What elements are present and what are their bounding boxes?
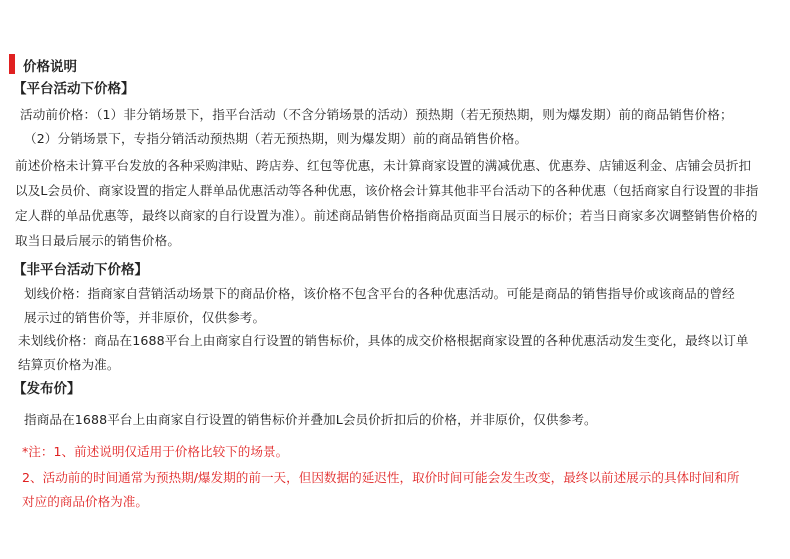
section-heading-publish-price: 【发布价】 — [13, 381, 81, 397]
pre-activity-price-line-2: （2）分销场景下，专指分销活动预热期（若无预热期，则为爆发期）前的商品销售价格。 — [24, 131, 528, 146]
page-title: 价格说明 — [23, 59, 77, 75]
platform-paragraph-line: 取当日最后展示的销售价格。 — [15, 233, 181, 248]
non-strikethrough-price-line-2: 结算页价格为准。 — [18, 357, 120, 372]
note-line: *注：1、前述说明仅适用于价格比较下的场景。 — [22, 444, 289, 459]
strikethrough-price-line-1: 划线价格：指商家自营销活动场景下的商品价格，该价格不包含平台的各种优惠活动。可能是商品的销售指导价或该商品的曾经 — [24, 286, 735, 301]
strikethrough-price-line-2: 展示过的销售价等，并非原价，仅供参考。 — [24, 310, 266, 325]
publish-price-line: 指商品在1688平台上由商家自行设置的销售标价并叠加L会员价折扣后的价格，并非原价，仅供参考。 — [24, 412, 597, 427]
note-line: 对应的商品价格为准。 — [22, 494, 148, 509]
section-heading-non-platform: 【非平台活动下价格】 — [13, 262, 148, 278]
platform-paragraph-line: 以及L会员价、商家设置的指定人群单品优惠活动等各种优惠，该价格会计算其他非平台活动下的各种优惠（包括商家自行设置的非指 — [15, 183, 759, 198]
note-line: 2、活动前的时间通常为预热期/爆发期的前一天，但因数据的延迟性，取价时间可能会发生改变，最终以前述展示的具体时间和所 — [22, 470, 740, 485]
section-heading-platform: 【平台活动下价格】 — [13, 81, 135, 97]
pre-activity-price-line-1: 活动前价格：（1）非分销场景下，指平台活动（不含分销场景的活动）预热期（若无预热期，则为爆发期）前的商品销售价格； — [20, 107, 733, 122]
non-strikethrough-price-line-1: 未划线价格：商品在1688平台上由商家自行设置的销售标价，具体的成交价格根据商家设置的各种优惠活动发生变化，最终以订单 — [18, 333, 749, 348]
title-accent-bar — [9, 54, 15, 74]
platform-paragraph-line: 前述价格未计算平台发放的各种采购津贴、跨店券、红包等优惠，未计算商家设置的满减优惠、优惠券、店铺返利金、店铺会员折扣 — [15, 158, 752, 173]
platform-paragraph-line: 定人群的单品优惠等，最终以商家的自行设置为准）。前述商品销售价格指商品页面当日展示的标价；若当日商家多次调整销售价格的 — [15, 208, 758, 223]
